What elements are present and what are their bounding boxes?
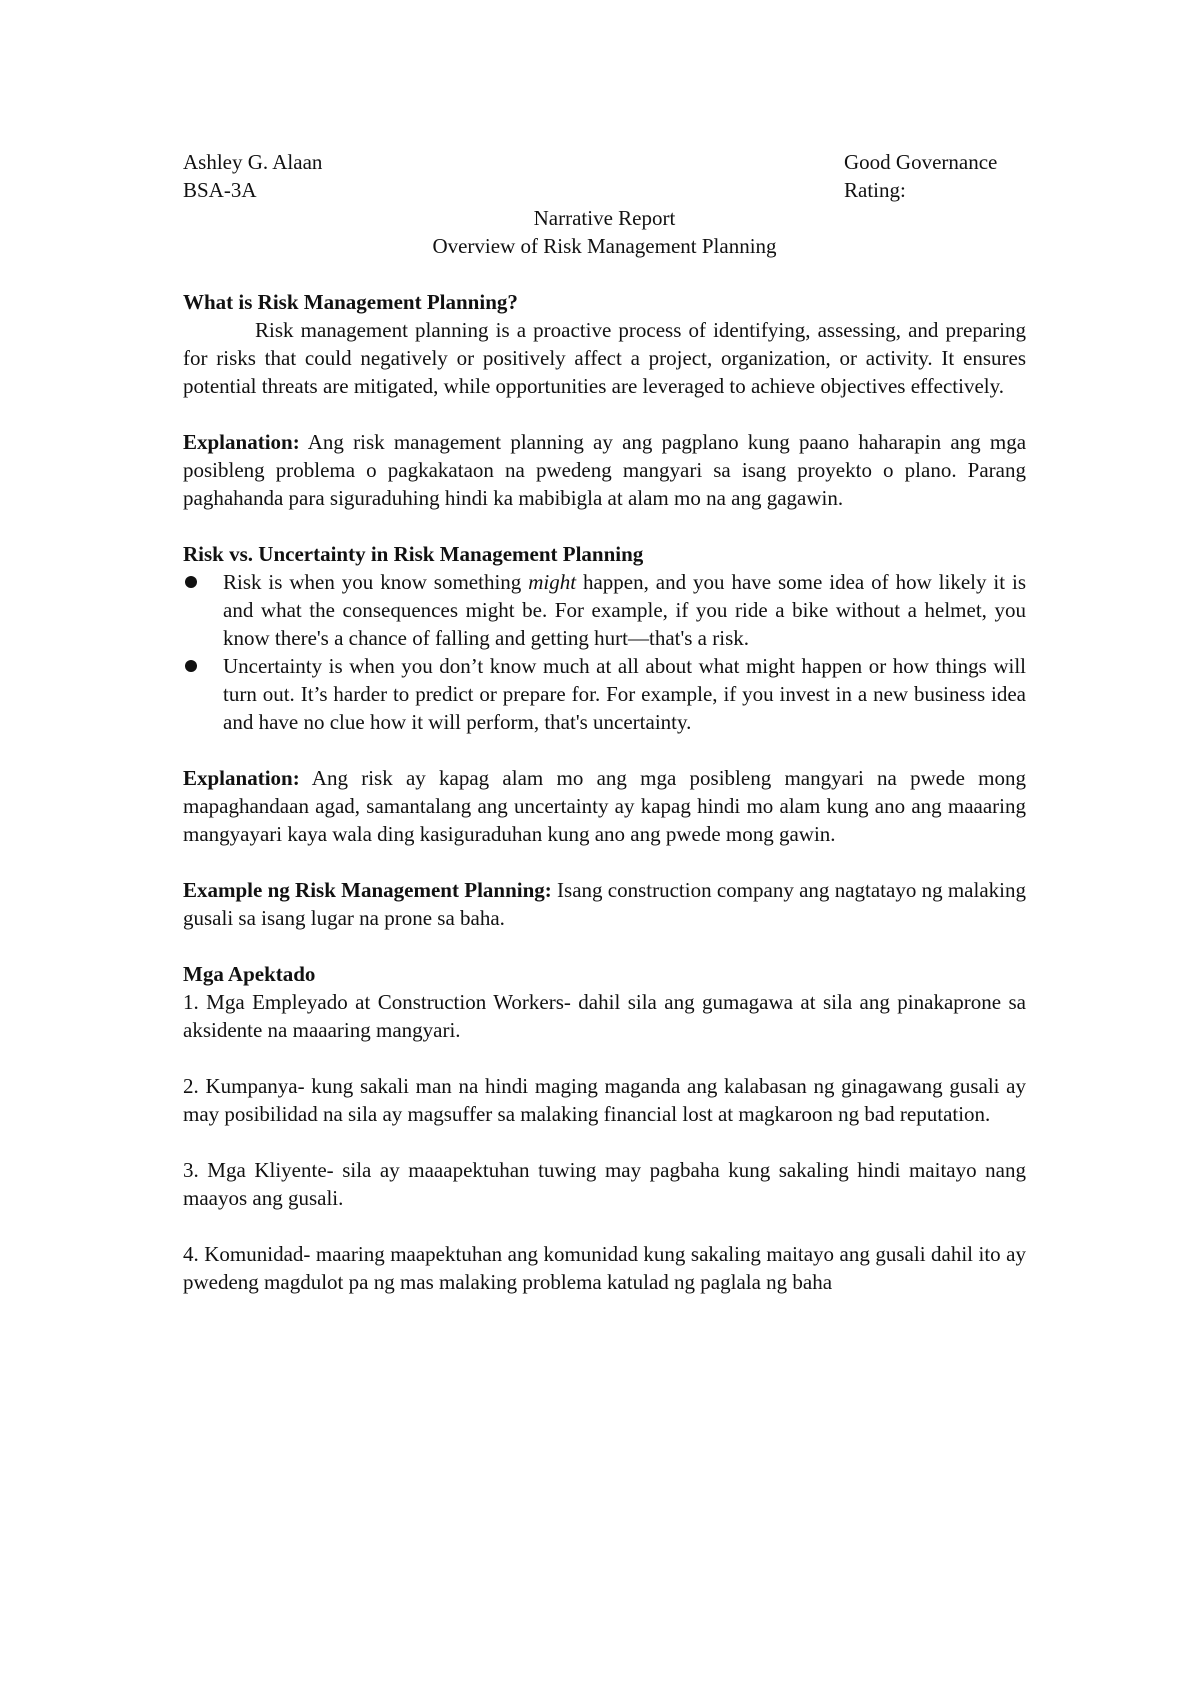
bullet-dot-icon bbox=[185, 576, 197, 588]
explanation-label: Explanation: bbox=[183, 766, 300, 790]
spacer bbox=[183, 932, 1026, 960]
bullet-dot-icon bbox=[185, 660, 197, 672]
header-row-2 bbox=[183, 176, 1026, 204]
explanation-paragraph-1 bbox=[183, 428, 1026, 512]
spacer bbox=[183, 848, 1026, 876]
definition-paragraph: Risk management planning is a proactive process of identifying, assessing, and preparing for risks that could negatively or positively affect a project, organization, or activity. It ensures potential threats are mitigated, while opportunities are leveraged to achieve objectives effectively. bbox=[183, 318, 1026, 398]
document-subtitle: Overview of Risk Management Planning bbox=[432, 234, 777, 258]
document-title: Narrative Report bbox=[533, 206, 676, 230]
affected-item-3: 3. Mga Kliyente- sila ay maaapektuhan tuwing may pagbaha kung sakaling hindi maitayo nang maayos ang gusali. bbox=[183, 1158, 1026, 1210]
explanation-paragraph-2 bbox=[183, 764, 1026, 848]
section-heading-affected: Mga Apektado bbox=[183, 962, 316, 986]
document-page bbox=[183, 148, 1026, 1296]
spacer bbox=[183, 400, 1026, 428]
bullet-risk-text-a: Risk is when you know something bbox=[223, 570, 529, 594]
explanation-text: Ang risk management planning ay ang pagplano kung paano haharapin ang mga posibleng problema o pagkakataon na pwedeng mangyari sa isang proyekto o plano. Parang paghahanda para siguraduhing hindi ka mabibigla at alam mo na ang gagawin. bbox=[183, 430, 1027, 510]
explanation-label: Explanation: bbox=[183, 430, 300, 454]
section-name: BSA-3A bbox=[183, 178, 257, 202]
header-row-1 bbox=[183, 148, 1026, 176]
bullet-risk-text-b: happen, and you have some idea of how likely it is and what the consequences might be. For example, if you ride a bike without a helmet, you know there's a chance of falling and getting hurt—that's a risk. bbox=[223, 570, 1026, 650]
example-paragraph bbox=[183, 876, 1026, 932]
rating-label: Rating: bbox=[844, 178, 906, 202]
bullet-item-risk bbox=[183, 568, 1026, 652]
spacer bbox=[183, 260, 1026, 288]
affected-item-1: 1. Mga Empleyado at Construction Workers- dahil sila ang gumagawa at sila ang pinakaprone sa aksidente na maaaring mangyari. bbox=[183, 990, 1026, 1042]
bullet-risk-emphasis: might bbox=[528, 570, 577, 594]
affected-item-4: 4. Komunidad- maaring maapektuhan ang komunidad kung sakaling maitayo ang gusali dahil ito ay pwedeng magdulot pa ng mas malaking problema katulad ng paglala ng baha bbox=[183, 1242, 1026, 1294]
bullet-list bbox=[183, 568, 1026, 736]
spacer bbox=[183, 1044, 1026, 1072]
example-text: Isang construction company ang nagtatayo ng malaking gusali sa isang lugar na prone sa baha. bbox=[183, 878, 1026, 930]
spacer bbox=[183, 1212, 1026, 1240]
bullet-item-uncertainty bbox=[183, 652, 1026, 736]
example-label: Example ng Risk Management Planning: bbox=[183, 878, 552, 902]
bullet-uncertainty-text: Uncertainty is when you don’t know much at all about what might happen or how things will turn out. It’s harder to predict or prepare for. For example, if you invest in a new business idea and have no clue how it will perform, that's uncertainty. bbox=[223, 654, 1026, 734]
section-heading-risk-vs-uncertainty: Risk vs. Uncertainty in Risk Management Planning bbox=[183, 542, 644, 566]
author-name: Ashley G. Alaan bbox=[183, 150, 323, 174]
spacer bbox=[183, 1128, 1026, 1156]
spacer bbox=[183, 512, 1026, 540]
affected-item-2: 2. Kumpanya- kung sakali man na hindi maging maganda ang kalabasan ng ginagawang gusali ay may posibilidad na sila ay magsuffer sa malaking financial lost at magkaroon ng bad reputation. bbox=[183, 1074, 1026, 1126]
explanation-text: Ang risk ay kapag alam mo ang mga posibleng mangyari na pwede mong mapaghandaan agad, samantalang ang uncertainty ay kapag hindi mo alam kung ano ang maaaring mangyayari kaya wala ding kasiguraduhan kung ano ang pwede mong gawin. bbox=[183, 766, 1026, 846]
section-heading-what-is: What is Risk Management Planning? bbox=[183, 290, 518, 314]
subject-name: Good Governance bbox=[844, 150, 998, 174]
spacer bbox=[183, 736, 1026, 764]
